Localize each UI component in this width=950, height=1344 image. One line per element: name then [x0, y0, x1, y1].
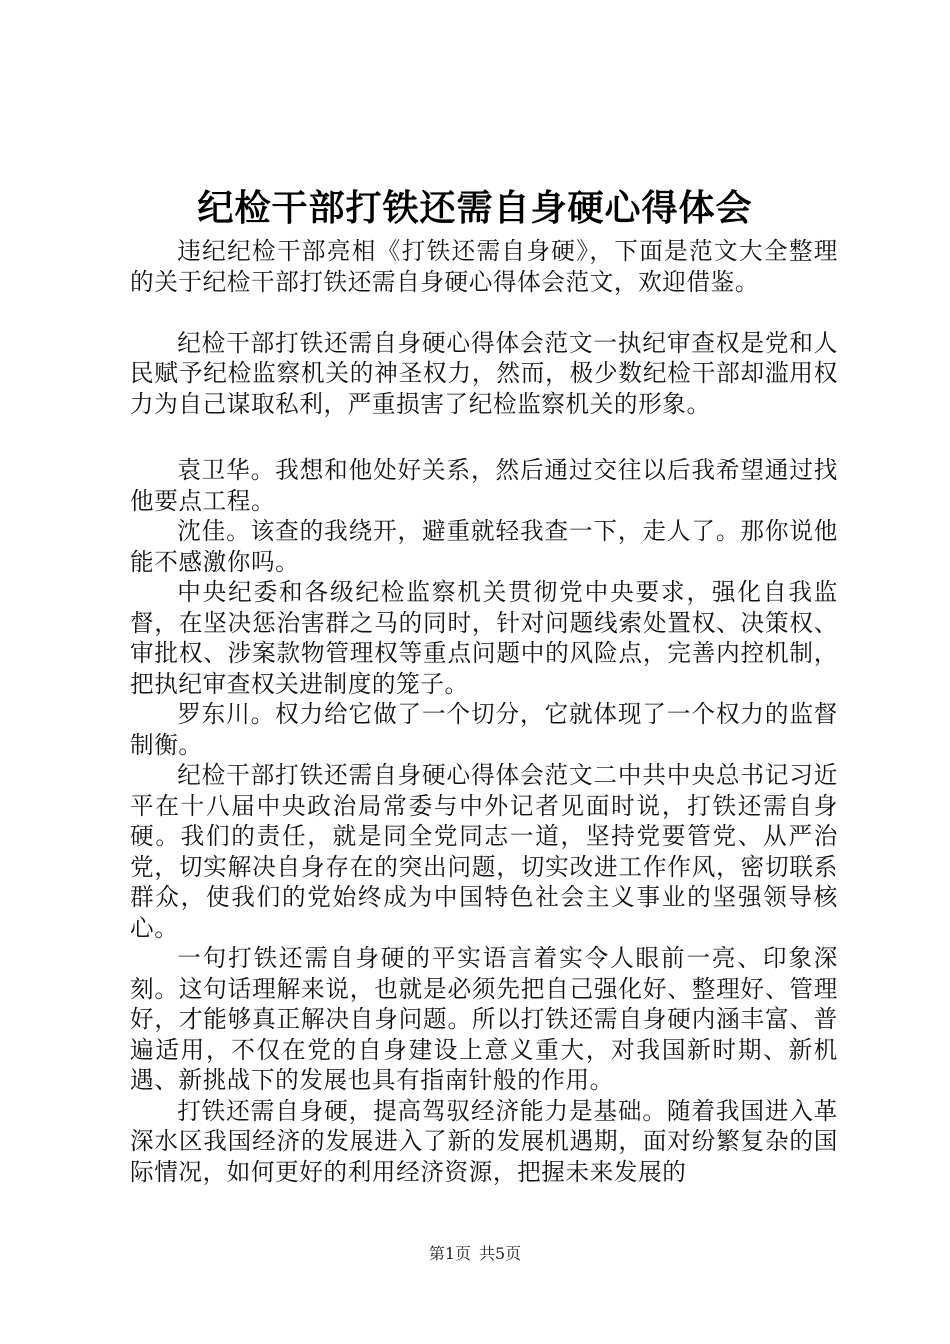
paragraph-quote-yuan: 袁卫华。我想和他处好关系，然后通过交往以后我希望通过找他要点工程。: [130, 456, 838, 515]
paragraph-quote-luo: 罗东川。权力给它做了一个切分，它就体现了一个权力的监督制衡。: [130, 700, 838, 759]
paragraph-central-commission: 中央纪委和各级纪检监察机关贯彻党中央要求，强化自我监督，在坚决惩治害群之马的同时，针对问题线索处置权、决策权、审批权、涉案款物管理权等重点问题中的风险点，完善内控机制，把执纪审查权关进制度的笼子。: [130, 578, 838, 698]
page-number: 第1页: [428, 1244, 471, 1263]
paragraph-economy: 打铁还需自身硬，提高驾驭经济能力是基础。随着我国进入革深水区我国经济的发展进入了新的发展机遇期，面对纷繁复杂的国际情况，如何更好的利用经济资源，把握未来发展的: [130, 1096, 838, 1186]
page-title: 纪检干部打铁还需自身硬心得体会: [197, 188, 753, 229]
page-footer: [0, 1243, 950, 1265]
paragraph-quote-shen: 沈佳。该查的我绕开，避重就轻我查一下，走人了。那你说他能不感激你吗。: [130, 517, 838, 576]
paragraph-plain-language: 一句打铁还需自身硬的平实语言着实令人眼前一亮、印象深刻。这句话理解来说，也就是必须先把自己强化好、整理好、管理好，才能够真正解决自身问题。所以打铁还需自身硬内涵丰富、普遍适用，不仅在党的自身建设上意义重大，对我国新时期、新机遇、新挑战下的发展也具有指南针般的作用。: [130, 944, 838, 1094]
document-body: [130, 236, 838, 1187]
page-total: 共5页: [479, 1244, 522, 1263]
paragraph-intro: 违纪纪检干部亮相《打铁还需自身硬》，下面是范文大全整理的关于纪检干部打铁还需自身硬心得体会范文，欢迎借鉴。: [130, 237, 838, 296]
paragraph-essay-one-opening: 纪检干部打铁还需自身硬心得体会范文一执纪审查权是党和人民赋予纪检监察机关的神圣权力，然而，极少数纪检干部却滥用权力为自己谋取私利，严重损害了纪检监察机关的形象。: [130, 328, 838, 418]
paragraph-essay-two-opening: 纪检干部打铁还需自身硬心得体会范文二中共中央总书记习近平在十八届中央政治局常委与中外记者见面时说，打铁还需自身硬。我们的责任，就是同全党同志一道，坚持党要管党、从严治党，切实解决自身存在的突出问题，切实改进工作作风，密切联系群众，使我们的党始终成为中国特色社会主义事业的坚强领导核心。: [130, 761, 838, 942]
